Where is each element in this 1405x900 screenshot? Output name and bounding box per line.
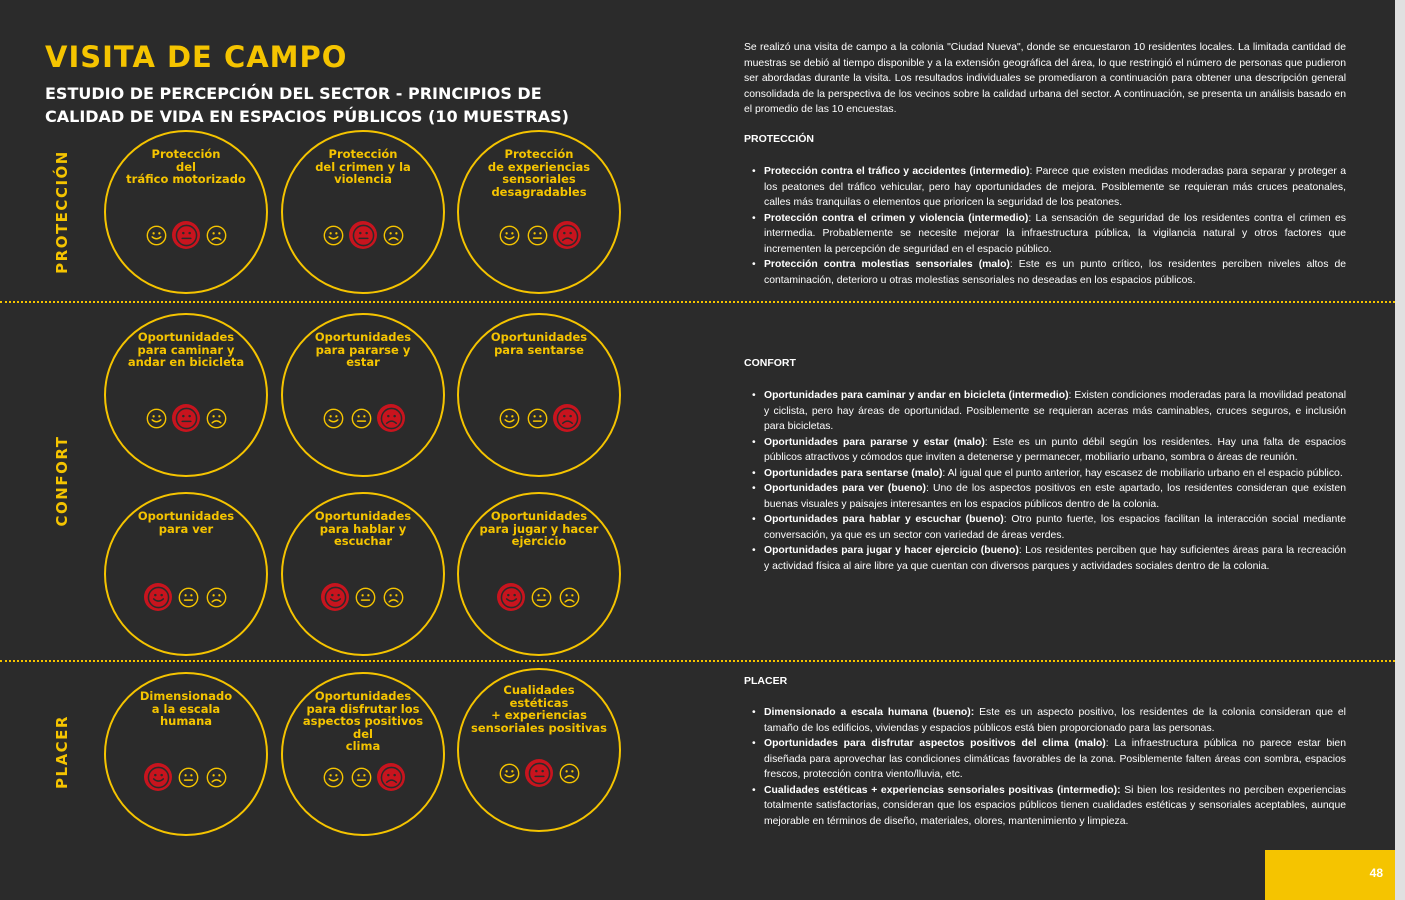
list-item-term: Oportunidades para ver (bueno) xyxy=(764,483,926,494)
neutral-face-icon xyxy=(525,406,549,430)
happy-face-icon xyxy=(144,223,168,247)
list-item xyxy=(764,481,1346,512)
list-item-term: Oportunidades para hablar y escuchar (bueno) xyxy=(764,514,1004,525)
criterion-circle xyxy=(457,492,621,656)
heading-placer: PLACER xyxy=(744,675,788,687)
neutral-face-icon xyxy=(349,765,373,789)
rating-faces xyxy=(106,221,266,249)
happy-face-icon xyxy=(497,761,521,785)
sad-face-icon xyxy=(204,765,228,789)
rating-faces xyxy=(283,583,443,611)
criterion-circle xyxy=(457,668,621,832)
happy-face-icon xyxy=(321,223,345,247)
list-item-text: : Existen condiciones moderadas para la movilidad peatonal y ciclista, pero hay áreas de oportunidad. Posiblemente se requieran aceras más caminables, cruces seguros, e inclusión para bicicletas. xyxy=(764,390,1347,432)
list-item-term: Protección contra molestias sensoriales (malo) xyxy=(764,259,1010,270)
list-item-text: Si bien los residentes no perciben experiencias totalmente satisfactorias, consideran que los espacios públicos tienen cualidades estéticas y sensoriales aceptables, aunque mejorable en términos de diseño, materiales, olores, mantenimiento y limpieza. xyxy=(764,784,1346,827)
sad-face-icon xyxy=(553,404,581,432)
sad-face-icon xyxy=(557,761,581,785)
happy-face-icon xyxy=(321,765,345,789)
criterion-label: Oportunidades para ver xyxy=(137,509,235,536)
criterion-label: Dimensionado a la escala humana xyxy=(139,689,233,728)
criterion-label: Cualidades estéticas + experiencias sensoriales positivas xyxy=(470,683,607,735)
intro-paragraph: Se realizó una visita de campo a la colonia "Ciudad Nueva", donde se encuestaron 10 residentes locales. La limitada cantidad de muestras se debió al tiempo disponible y a la extensión geográfica del área, lo que restringió el número de personas que pudieron ser abordadas durante la visita. Los resultados individuales se promediaron a continuación para obtener una descripción general consolidada de la perspectiva de los vecinos sobre la calidad urbana del sector. A continuación, se presenta un análisis basado en el promedio de las 10 encuestas. xyxy=(744,42,1346,115)
criterion-circle xyxy=(281,672,445,836)
list-item-term: Oportunidades para disfrutar aspectos positivos del clima (malo) xyxy=(764,738,1106,749)
happy-face-icon xyxy=(144,406,168,430)
neutral-face-icon xyxy=(349,406,373,430)
sad-face-icon xyxy=(553,221,581,249)
heading-proteccion: PROTECCIÓN xyxy=(744,133,815,145)
rating-faces xyxy=(459,759,619,787)
criterion-label: Oportunidades para pararse y estar xyxy=(314,330,412,369)
list-item xyxy=(764,783,1346,830)
list-item-text: : Parece que existen medidas moderadas para separar y proteger a los peatones del tráfico vehicular, pero hay oportunidades de mejora. Posiblemente se requieran más cruces peatonales, calles más tranquilas o elementos que prioricen la seguridad de los peatones. xyxy=(764,166,1346,208)
list-item xyxy=(764,211,1346,258)
list-item-text: Este es un aspecto positivo, los residentes de la colonia consideran que el tamaño de los edificios, viviendas y espacios públicos está bien proporcionado para las personas. xyxy=(764,707,1346,734)
happy-face-icon xyxy=(497,406,521,430)
neutral-face-icon xyxy=(172,404,200,432)
list-item-text: : La sensación de seguridad de los residentes contra el crimen es intermedia. Probablemente se necesite mejorar la infraestructura pública, la vigilancia natural y otros factores que incrementen la percepción de seguridad en el espacio público. xyxy=(764,212,1346,255)
criterion-label: Oportunidades para sentarse xyxy=(490,330,588,357)
list-placer xyxy=(764,705,1346,829)
list-item-text: : La infraestructura pública no parece estar bien diseñada para aprovechar las condiciones climáticas favorables de la zona. Posiblemente falten áreas con sombra, espacios frescos, protección contra viento/lluvia, etc. xyxy=(764,738,1346,780)
list-item-term: Protección contra el tráfico y accidentes (intermedio) xyxy=(764,166,1030,177)
neutral-face-icon xyxy=(525,759,553,787)
criterion-circle xyxy=(457,130,621,294)
list-item-text: : Este es un punto débil según los residentes. Hay una falta de espacios públicos atractivos y cómodos que inviten a detenerse y permanecer, mobiliario urbano, sombra o áreas de reunión. xyxy=(764,436,1346,463)
list-item xyxy=(764,512,1346,543)
list-proteccion xyxy=(764,164,1346,288)
sad-face-icon xyxy=(204,406,228,430)
list-item xyxy=(764,164,1346,211)
neutral-face-icon xyxy=(176,585,200,609)
neutral-face-icon xyxy=(172,221,200,249)
criterion-circle xyxy=(104,672,268,836)
happy-face-icon xyxy=(321,406,345,430)
sad-face-icon xyxy=(377,404,405,432)
sad-face-icon xyxy=(377,763,405,791)
criterion-circle xyxy=(457,313,621,477)
criterion-label: Oportunidades para disfrutar los aspectos positivos del clima xyxy=(302,689,424,753)
heading-confort: CONFORT xyxy=(744,357,796,369)
criterion-label: Oportunidades para jugar y hacer ejercicio xyxy=(479,509,599,548)
list-item xyxy=(764,435,1346,466)
list-item-term: Protección contra el crimen y violencia (intermedio) xyxy=(764,212,1029,224)
rating-faces xyxy=(459,221,619,249)
list-item-term: Dimensionado a escala humana (bueno): xyxy=(764,707,975,718)
neutral-face-icon xyxy=(353,585,377,609)
sad-face-icon xyxy=(557,585,581,609)
rating-faces xyxy=(106,763,266,791)
sad-face-icon xyxy=(204,585,228,609)
neutral-face-icon xyxy=(525,223,549,247)
list-item xyxy=(764,257,1346,288)
list-item-text: : Los residentes perciben que hay suficientes áreas para la recreación y actividad física al aire libre ya que cuentan con diversos parques y actividades sociales dentro de la colonia. xyxy=(764,545,1346,572)
criterion-circle xyxy=(281,130,445,294)
page-title: VISITA DE CAMPO xyxy=(45,40,348,74)
neutral-face-icon xyxy=(176,765,200,789)
rating-faces xyxy=(106,404,266,432)
rating-faces xyxy=(283,221,443,249)
neutral-face-icon xyxy=(349,221,377,249)
happy-face-icon xyxy=(144,763,172,791)
list-confort xyxy=(764,388,1346,574)
page-number-box xyxy=(1265,850,1395,900)
list-item xyxy=(764,388,1346,435)
divider-proteccion-confort xyxy=(0,301,1395,303)
happy-face-icon xyxy=(497,583,525,611)
rating-faces xyxy=(459,404,619,432)
page-edge xyxy=(1395,0,1405,900)
criterion-circle xyxy=(281,313,445,477)
divider-confort-placer xyxy=(0,660,1395,662)
rating-faces xyxy=(283,404,443,432)
happy-face-icon xyxy=(321,583,349,611)
list-item-term: Oportunidades para caminar y andar en bicicleta (intermedio) xyxy=(764,390,1069,401)
criterion-circle xyxy=(104,130,268,294)
rating-faces xyxy=(106,583,266,611)
happy-face-icon xyxy=(497,223,521,247)
rating-faces xyxy=(283,763,443,791)
sad-face-icon xyxy=(204,223,228,247)
sad-face-icon xyxy=(381,223,405,247)
list-item xyxy=(764,466,1346,482)
criterion-circle xyxy=(104,313,268,477)
page-number: 48 xyxy=(1369,866,1383,880)
criterion-label: Protección del tráfico motorizado xyxy=(126,147,246,186)
criterion-circle xyxy=(104,492,268,656)
rating-faces xyxy=(459,583,619,611)
neutral-face-icon xyxy=(529,585,553,609)
page-subtitle: ESTUDIO DE PERCEPCIÓN DEL SECTOR - PRINCIPIOS DE CALIDAD DE VIDA EN ESPACIOS PÚBLICOS (10 MUESTRAS) xyxy=(45,84,569,126)
criterion-label: Protección del crimen y la violencia xyxy=(315,147,411,186)
sad-face-icon xyxy=(381,585,405,609)
criterion-label: Protección de experiencias sensoriales desagradables xyxy=(487,147,591,199)
list-item-term: Cualidades estéticas + experiencias sensoriales positivas (intermedio): xyxy=(764,784,1121,796)
list-item-text: : Uno de los aspectos positivos en este apartado, los residentes consideran que existen buenas visuales y paisajes interesantes en los espacios públicos dentro de la colonia. xyxy=(764,483,1346,510)
list-item-text: : Este es un punto crítico, los residentes perciben niveles altos de contaminación, deterioro u otras molestias sensoriales no deseadas en los espacios públicos. xyxy=(764,259,1347,286)
happy-face-icon xyxy=(144,583,172,611)
list-item-text: : Al igual que el punto anterior, hay escasez de mobiliario urbano en el espacio público. xyxy=(942,467,1343,479)
criterion-label: Oportunidades para caminar y andar en bicicleta xyxy=(127,330,245,369)
list-item-term: Oportunidades para jugar y hacer ejercicio (bueno) xyxy=(764,545,1019,556)
list-item xyxy=(764,736,1346,783)
list-item-term: Oportunidades para pararse y estar (malo) xyxy=(764,436,985,448)
list-item-term: Oportunidades para sentarse (malo) xyxy=(764,467,943,479)
list-item-text: : Otro punto fuerte, los espacios facilitan la interacción social mediante conversación, ya que es un sector con variedad de áreas verdes. xyxy=(764,514,1346,541)
criterion-label: Oportunidades para hablar y escuchar xyxy=(314,509,412,548)
list-item xyxy=(764,543,1346,574)
criterion-circle xyxy=(281,492,445,656)
list-item xyxy=(764,705,1346,736)
